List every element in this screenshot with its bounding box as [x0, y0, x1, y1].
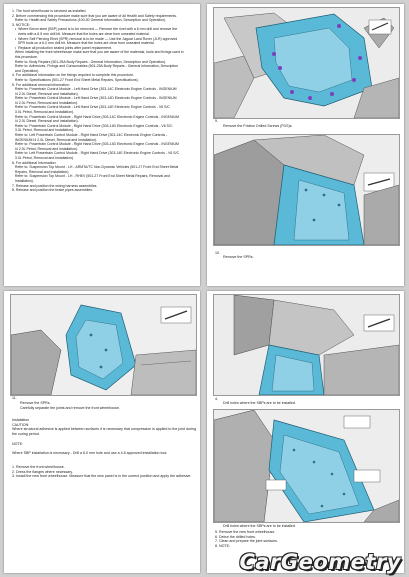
wheelhouse-removal-drawing — [11, 295, 196, 395]
manual-page-3 — [4, 291, 200, 573]
step-4-number: 4. — [215, 397, 218, 401]
page1-body-text: 1. The front wheelhouse is serviced as installed. 2. Before commencing this procedure make sure that you are aware of all Health and Safety requirements. Refer to: Health and Safety Precautions (100-00 General Information, Description and Operation). 3. NOTICE: • Where Boron steel (BSP) panel is to be removed — Remove the rivet with a 6 mm drill and remove the rivets with a 6.5 mm drill bit. Measure that the holes are clear from unsealed material. • Where Self Piercing Rivet (SPR) removal is to be made — Use the Jaguar Land Rover (JLR) approved SPR tools on a 6.0 mm drill bit. Measure that the holes are clear from unsealed material. • Replace all production sealed joints after panel replacement. When installing the front wheelhouse make sure that you are aware of the materials, tools and fixings used in this procedure. Refer to: Body Repairs (501-25A Body Repairs - General Information, Description and Operation). Refer to: Adhesives, Fixings and Consumables (501-25A Body Repairs - General Information, Description and Operation). 4. For additional information on the fixings required to complete this procedure. Refer to: Specifications (501-27 Front End Sheet Metal Repairs, Specifications). 5. For additional removal information: Refer to: Powertrain Control Module - Left Hand Drive (303-14C Electronic Engine Controls - INGENIUM I4 2.0L Diesel, Removal and Installation). Refer to: Powertrain Control Module - Left Hand Drive (303-14D Electronic Engine Controls - INGENIUM I4 2.0L Petrol, Removal and Installation). Refer to: Powertrain Control Module - Left Hand Drive (303-14E Electronic Engine Controls - V6 S/C 3.0L Petrol, Removal and Installation). Refer to: Powertrain Control Module - Right Hand Drive (303-14C Electronic Engine Controls - INGENIUM I4 2.0L Diesel, Removal and Installation). Refer to: Powertrain Control Module - Right Hand Drive (303-14D Electronic Engine Controls - V6 S/C 3.0L Petrol, Removal and Installation). Refer to: Left Powertrain Control Module - Right Hand Drive (303-14C Electronic Engine Controls - INGENIUM I4 2.0L Diesel, Removal and Installation). Refer to: Powertrain Control Module - Right Hand Drive (303-14D Electronic Engine Controls - INGENIUM I4 2.0L Petrol, Removal and Installation). Refer to: Left Powertrain Control Module - Right Hand Drive (303-14E Electronic Engine Controls - V6 S/C 3.0L Petrol, Removal and Installation). 6. For additional information: Refer to: Suspension Top Mount - LH - ARMTA/TC Non-Dynamic Vehicles (501-27 Front End Sheet Metal Repairs, Removal and Installation). Refer to: Suspension Top Mount - LH - RHEV (501-27 Front End Sheet Metal Repairs, Removal and Installation). 7. Release and position the wiring harness assemblies. 8. Release and position the brake pipes assemblies. — [12, 9, 184, 193]
page3-installation-text: Installation CAUTION: Where structural adhesive is applied between surfaces it is necessary that compression is applied to the joint during the curing period. NOTE: Where SBP installation is necessary - Drill a 6.0 mm hole and use a 4.8 approved installation tool. 1. Remove the front wheelhouse. 2. Dress the flanges where necessary. 3. Install the new front wheelhouse. Measure that the new panel is in the correct position and apply the adhesive. — [12, 418, 196, 479]
step-9-text: Remove the Friction Drilled Screws (FDS)s. — [223, 124, 293, 128]
step-11-text: Remove the SPRs. Carefully separate the joints and remove the front wheelhouse. — [20, 401, 120, 410]
figure-sbp-drill-holes — [213, 409, 400, 523]
figure-wheelhouse-spr — [213, 134, 400, 246]
wheelhouse-spr-drawing — [214, 135, 399, 245]
wheelhouse-fds-drawing — [214, 8, 399, 118]
step-4b-text: Drill holes where the SBPs are to be installed. — [223, 524, 296, 528]
page4-list: 5. Remove the new front wheelhouse. 6. Debur the drilled holes. 7. Clean and prepare the joint surfaces. 8. NOTE: — [215, 530, 278, 549]
cargeometry-watermark: CarGeometry — [239, 550, 401, 574]
figure-new-wheelhouse-install — [213, 294, 400, 396]
step-10-number: 10. — [215, 251, 220, 255]
manual-page-2 — [207, 4, 404, 286]
step-11-number: 11. — [12, 396, 17, 400]
step-9-number: 9. — [215, 119, 218, 123]
manual-page-1 — [4, 4, 200, 286]
figure-wheelhouse-fds — [213, 7, 400, 119]
step-10-text: Remove the SPRs. — [223, 255, 254, 259]
manual-page-4 — [207, 291, 404, 573]
step-4-text: Drill holes where the SBPs are to be installed. — [223, 401, 296, 405]
new-wheelhouse-install-drawing — [214, 295, 399, 395]
sbp-drill-holes-drawing — [214, 410, 399, 522]
figure-wheelhouse-removal — [10, 294, 197, 396]
